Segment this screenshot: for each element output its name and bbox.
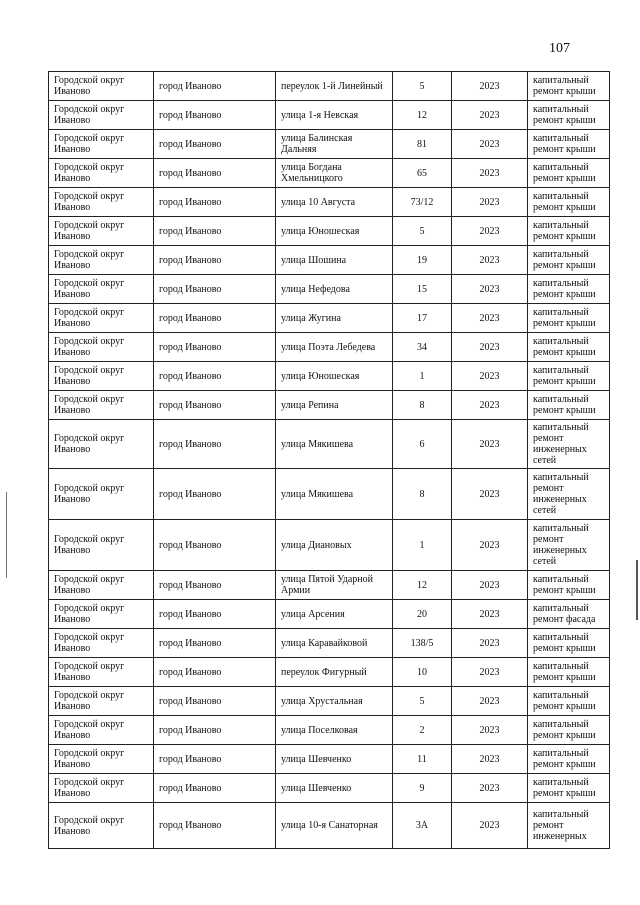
street-cell: улица Юношеская xyxy=(276,217,393,246)
city-cell: город Иваново xyxy=(154,362,276,391)
work-type-cell: капитальный ремонт крыши xyxy=(528,130,610,159)
year-cell: 2023 xyxy=(452,275,528,304)
work-type-cell: капитальный ремонт крыши xyxy=(528,658,610,687)
house-number-cell: 15 xyxy=(393,275,452,304)
repair-schedule-table xyxy=(48,71,610,849)
year-cell: 2023 xyxy=(452,658,528,687)
table-row xyxy=(49,391,610,420)
city-cell: город Иваново xyxy=(154,571,276,600)
table-row xyxy=(49,159,610,188)
street-cell: улица Пятой Ударной Армии xyxy=(276,571,393,600)
street-cell: улица Мякишева xyxy=(276,420,393,469)
street-cell: улица Шошина xyxy=(276,246,393,275)
city-cell: город Иваново xyxy=(154,72,276,101)
district-cell: Городской округ Иваново xyxy=(49,391,154,420)
district-cell: Городской округ Иваново xyxy=(49,745,154,774)
table-row xyxy=(49,362,610,391)
house-number-cell: 2 xyxy=(393,716,452,745)
district-cell: Городской округ Иваново xyxy=(49,687,154,716)
district-cell: Городской округ Иваново xyxy=(49,716,154,745)
city-cell: город Иваново xyxy=(154,716,276,745)
city-cell: город Иваново xyxy=(154,217,276,246)
year-cell: 2023 xyxy=(452,774,528,803)
work-type-cell: капитальный ремонт крыши xyxy=(528,571,610,600)
house-number-cell: 19 xyxy=(393,246,452,275)
city-cell: город Иваново xyxy=(154,658,276,687)
city-cell: город Иваново xyxy=(154,803,276,849)
street-cell: улица Каравайковой xyxy=(276,629,393,658)
scan-mark xyxy=(6,492,7,578)
street-cell: улица Шевченко xyxy=(276,774,393,803)
district-cell: Городской округ Иваново xyxy=(49,246,154,275)
district-cell: Городской округ Иваново xyxy=(49,101,154,130)
table-row xyxy=(49,571,610,600)
district-cell: Городской округ Иваново xyxy=(49,520,154,571)
table-body xyxy=(49,72,610,849)
house-number-cell: 8 xyxy=(393,391,452,420)
house-number-cell: 34 xyxy=(393,333,452,362)
work-type-cell: капитальный ремонт крыши xyxy=(528,304,610,333)
street-cell: улица Поэта Лебедева xyxy=(276,333,393,362)
table-row xyxy=(49,803,610,849)
work-type-cell: капитальный ремонт крыши xyxy=(528,629,610,658)
work-type-cell: капитальный ремонт фасада xyxy=(528,600,610,629)
table-row xyxy=(49,217,610,246)
house-number-cell: 5 xyxy=(393,687,452,716)
work-type-cell: капитальный ремонт крыши xyxy=(528,72,610,101)
street-cell: улица 10 Августа xyxy=(276,188,393,217)
house-number-cell: 138/5 xyxy=(393,629,452,658)
house-number-cell: 8 xyxy=(393,469,452,520)
district-cell: Городской округ Иваново xyxy=(49,362,154,391)
street-cell: улица Жугина xyxy=(276,304,393,333)
city-cell: город Иваново xyxy=(154,333,276,362)
city-cell: город Иваново xyxy=(154,130,276,159)
street-cell: улица Репина xyxy=(276,391,393,420)
work-type-cell: капитальный ремонт крыши xyxy=(528,101,610,130)
city-cell: город Иваново xyxy=(154,246,276,275)
city-cell: город Иваново xyxy=(154,159,276,188)
table-row xyxy=(49,658,610,687)
house-number-cell: 65 xyxy=(393,159,452,188)
work-type-cell: капитальный ремонт крыши xyxy=(528,391,610,420)
table-row xyxy=(49,469,610,520)
year-cell: 2023 xyxy=(452,188,528,217)
street-cell: улица Балинская Дальняя xyxy=(276,130,393,159)
year-cell: 2023 xyxy=(452,246,528,275)
year-cell: 2023 xyxy=(452,687,528,716)
work-type-cell: капитальный ремонт крыши xyxy=(528,333,610,362)
district-cell: Городской округ Иваново xyxy=(49,275,154,304)
table-row xyxy=(49,246,610,275)
district-cell: Городской округ Иваново xyxy=(49,571,154,600)
district-cell: Городской округ Иваново xyxy=(49,420,154,469)
year-cell: 2023 xyxy=(452,716,528,745)
district-cell: Городской округ Иваново xyxy=(49,774,154,803)
district-cell: Городской округ Иваново xyxy=(49,600,154,629)
year-cell: 2023 xyxy=(452,362,528,391)
city-cell: город Иваново xyxy=(154,420,276,469)
city-cell: город Иваново xyxy=(154,629,276,658)
street-cell: улица Нефедова xyxy=(276,275,393,304)
year-cell: 2023 xyxy=(452,333,528,362)
page-number: 107 xyxy=(549,41,570,56)
house-number-cell: 10 xyxy=(393,658,452,687)
district-cell: Городской округ Иваново xyxy=(49,629,154,658)
work-type-cell: капитальный ремонт крыши xyxy=(528,188,610,217)
city-cell: город Иваново xyxy=(154,391,276,420)
district-cell: Городской округ Иваново xyxy=(49,803,154,849)
city-cell: город Иваново xyxy=(154,745,276,774)
street-cell: улица Юношеская xyxy=(276,362,393,391)
year-cell: 2023 xyxy=(452,420,528,469)
street-cell: улица Хрустальная xyxy=(276,687,393,716)
scan-mark xyxy=(636,560,638,620)
city-cell: город Иваново xyxy=(154,600,276,629)
house-number-cell: 6 xyxy=(393,420,452,469)
house-number-cell: 81 xyxy=(393,130,452,159)
house-number-cell: 73/12 xyxy=(393,188,452,217)
house-number-cell: 20 xyxy=(393,600,452,629)
street-cell: улица Мякишева xyxy=(276,469,393,520)
year-cell: 2023 xyxy=(452,571,528,600)
table-row xyxy=(49,275,610,304)
work-type-cell: капитальный ремонт крыши xyxy=(528,362,610,391)
table-row xyxy=(49,687,610,716)
district-cell: Городской округ Иваново xyxy=(49,72,154,101)
table-row xyxy=(49,72,610,101)
district-cell: Городской округ Иваново xyxy=(49,217,154,246)
work-type-cell: капитальный ремонт инженерных xyxy=(528,803,610,849)
house-number-cell: 1 xyxy=(393,362,452,391)
street-cell: улица 10-я Санаторная xyxy=(276,803,393,849)
house-number-cell: 1 xyxy=(393,520,452,571)
city-cell: город Иваново xyxy=(154,774,276,803)
year-cell: 2023 xyxy=(452,391,528,420)
street-cell: улица Богдана Хмельницкого xyxy=(276,159,393,188)
city-cell: город Иваново xyxy=(154,687,276,716)
city-cell: город Иваново xyxy=(154,188,276,217)
table-row xyxy=(49,629,610,658)
work-type-cell: капитальный ремонт крыши xyxy=(528,716,610,745)
work-type-cell: капитальный ремонт крыши xyxy=(528,159,610,188)
table-row xyxy=(49,304,610,333)
work-type-cell: капитальный ремонт инженерных сетей xyxy=(528,469,610,520)
year-cell: 2023 xyxy=(452,803,528,849)
house-number-cell: 12 xyxy=(393,101,452,130)
district-cell: Городской округ Иваново xyxy=(49,333,154,362)
year-cell: 2023 xyxy=(452,520,528,571)
table-row xyxy=(49,745,610,774)
street-cell: улица Арсения xyxy=(276,600,393,629)
year-cell: 2023 xyxy=(452,745,528,774)
year-cell: 2023 xyxy=(452,217,528,246)
street-cell: переулок Фигурный xyxy=(276,658,393,687)
street-cell: улица Шевченко xyxy=(276,745,393,774)
city-cell: город Иваново xyxy=(154,275,276,304)
table-row xyxy=(49,130,610,159)
table-row xyxy=(49,520,610,571)
city-cell: город Иваново xyxy=(154,304,276,333)
table-row xyxy=(49,188,610,217)
work-type-cell: капитальный ремонт крыши xyxy=(528,687,610,716)
year-cell: 2023 xyxy=(452,469,528,520)
house-number-cell: 5 xyxy=(393,72,452,101)
year-cell: 2023 xyxy=(452,101,528,130)
work-type-cell: капитальный ремонт инженерных сетей xyxy=(528,420,610,469)
year-cell: 2023 xyxy=(452,159,528,188)
table-row xyxy=(49,716,610,745)
table-row xyxy=(49,333,610,362)
city-cell: город Иваново xyxy=(154,469,276,520)
street-cell: улица Диановых xyxy=(276,520,393,571)
house-number-cell: 9 xyxy=(393,774,452,803)
work-type-cell: капитальный ремонт крыши xyxy=(528,275,610,304)
table-row xyxy=(49,600,610,629)
district-cell: Городской округ Иваново xyxy=(49,130,154,159)
work-type-cell: капитальный ремонт крыши xyxy=(528,217,610,246)
table-row xyxy=(49,101,610,130)
year-cell: 2023 xyxy=(452,304,528,333)
work-type-cell: капитальный ремонт инженерных сетей xyxy=(528,520,610,571)
year-cell: 2023 xyxy=(452,629,528,658)
table-row xyxy=(49,420,610,469)
work-type-cell: капитальный ремонт крыши xyxy=(528,774,610,803)
year-cell: 2023 xyxy=(452,130,528,159)
district-cell: Городской округ Иваново xyxy=(49,188,154,217)
house-number-cell: 12 xyxy=(393,571,452,600)
district-cell: Городской округ Иваново xyxy=(49,304,154,333)
district-cell: Городской округ Иваново xyxy=(49,658,154,687)
street-cell: улица 1-я Невская xyxy=(276,101,393,130)
table-row xyxy=(49,774,610,803)
city-cell: город Иваново xyxy=(154,101,276,130)
work-type-cell: капитальный ремонт крыши xyxy=(528,745,610,774)
year-cell: 2023 xyxy=(452,600,528,629)
house-number-cell: 11 xyxy=(393,745,452,774)
street-cell: улица Поселковая xyxy=(276,716,393,745)
street-cell: переулок 1-й Линейный xyxy=(276,72,393,101)
district-cell: Городской округ Иваново xyxy=(49,469,154,520)
house-number-cell: 5 xyxy=(393,217,452,246)
house-number-cell: 3А xyxy=(393,803,452,849)
district-cell: Городской округ Иваново xyxy=(49,159,154,188)
work-type-cell: капитальный ремонт крыши xyxy=(528,246,610,275)
city-cell: город Иваново xyxy=(154,520,276,571)
house-number-cell: 17 xyxy=(393,304,452,333)
year-cell: 2023 xyxy=(452,72,528,101)
